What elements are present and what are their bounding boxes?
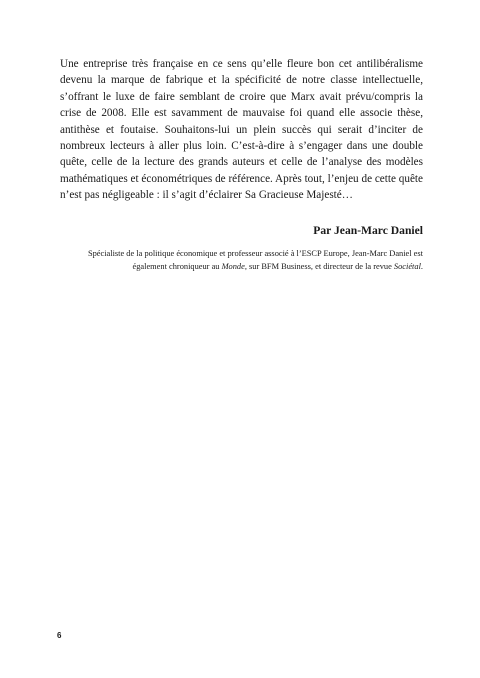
bio-publication-societal: Sociétal (393, 261, 421, 271)
author-bio (83, 248, 423, 273)
bio-text-3: . (420, 261, 423, 271)
bio-publication-monde: Monde (221, 261, 245, 271)
bio-text-1: Spécialiste de la politique économique et professeur associé à l’ESCP Europe, Jean-Marc Daniel est également chroniqueur au (87, 249, 423, 271)
page-number: 6 (57, 631, 62, 640)
author-byline: Par Jean-Marc Daniel (313, 224, 423, 237)
bio-text-2: , sur BFM Business, et directeur de la revue (244, 261, 394, 271)
body-paragraph: Une entreprise très française en ce sens qu’elle fleure bon cet antilibéralisme devenu la marque de fabrique et la spécificité de notre classe intellectuelle, s’offrant le luxe de faire semblant de croire que Marx avait prévu/compris la crise de 2008. Elle est savamment de mauvaise foi quand elle associe thèse, antithèse et foutaise. Souhaitons-lui un plein succès qui serait d’inciter de nombreux lecteurs à aller plus loin. C’est-à-dire à s’engager dans une double quête, celle de la lecture des grands auteurs et celle de l’analyse des modèles mathématiques et économétriques de référence. Après tout, l’enjeu de cette quête n’est pas négligeable : il s’agit d’éclairer Sa Gracieuse Majesté… (60, 58, 423, 202)
